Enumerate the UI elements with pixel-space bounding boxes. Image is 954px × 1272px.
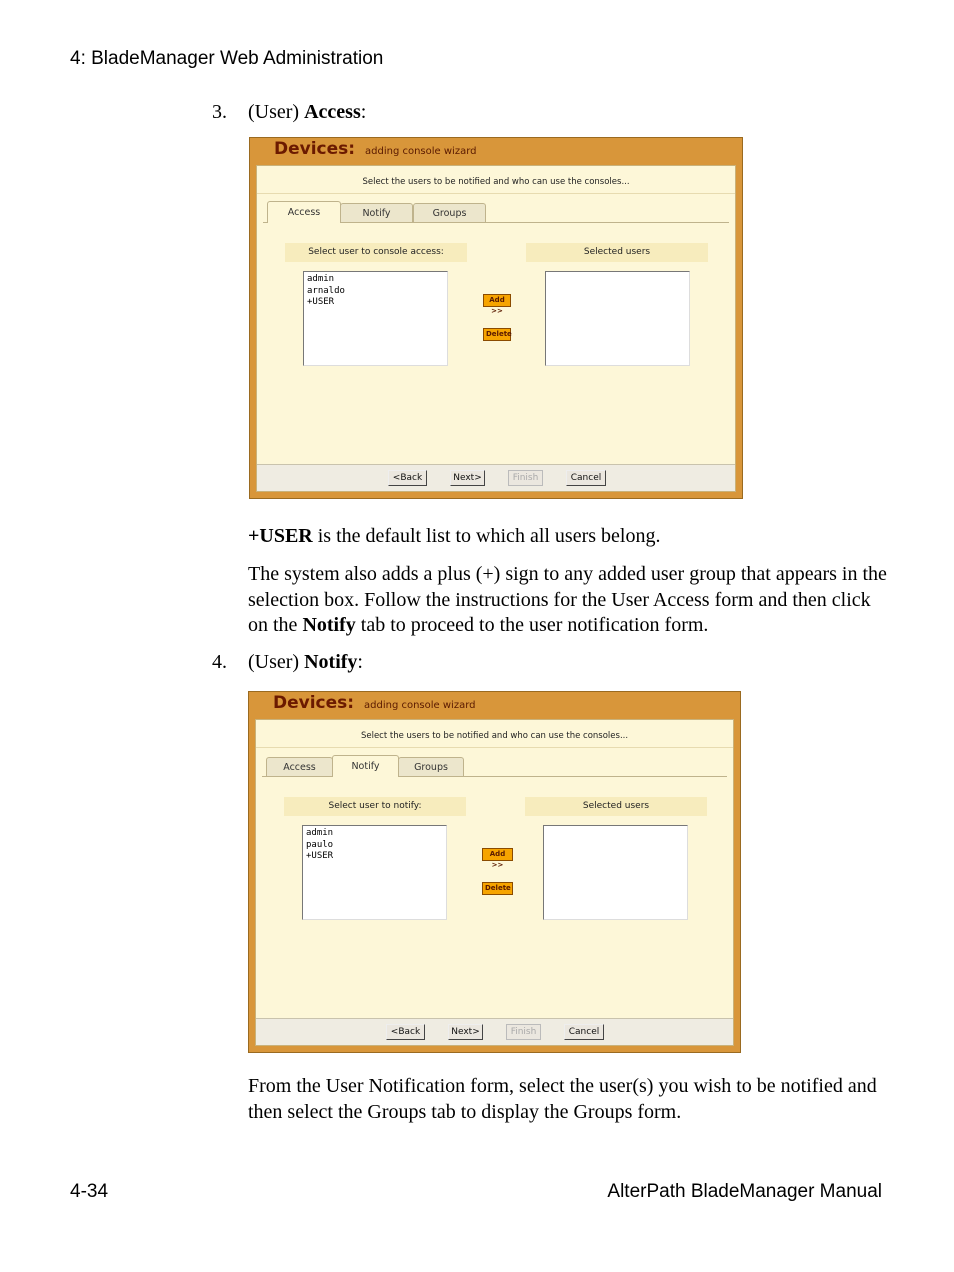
selected-users-header: Selected users — [526, 243, 708, 262]
paragraph-notification-form: From the User Notification form, select the user(s) you wish to be notified and then select the Groups tab to display the Groups form. — [248, 1075, 877, 1123]
step-prefix: (User) — [248, 651, 305, 673]
step-4-heading — [212, 651, 363, 674]
wizard-titlebar — [249, 692, 740, 718]
wizard-instruction: Select the users to be notified and who can use the consoles... — [256, 720, 733, 748]
tab-groups[interactable]: Groups — [413, 203, 486, 222]
list-item[interactable]: paulo — [306, 839, 334, 850]
step-prefix: (User) — [248, 101, 305, 123]
wizard-body — [256, 165, 736, 492]
paragraph-user-default — [248, 524, 888, 550]
wizard-title: Devices: — [273, 693, 355, 713]
available-users-list[interactable] — [303, 271, 448, 366]
wizard-subtitle: adding console wizard — [364, 700, 476, 711]
bold-term: +USER — [248, 525, 313, 547]
list-item[interactable]: +USER — [307, 297, 335, 307]
selected-users-list[interactable] — [545, 271, 690, 366]
tab-access[interactable]: Access — [267, 201, 341, 223]
bold-term: Notify — [302, 614, 356, 636]
wizard-instruction: Select the users to be notified and who can use the consoles... — [257, 166, 735, 194]
tab-access[interactable]: Access — [266, 757, 333, 776]
wizard-nav-bar — [257, 464, 735, 491]
back-button[interactable]: <Back — [388, 470, 427, 486]
tab-notify[interactable]: Notify — [332, 755, 399, 777]
cancel-button[interactable]: Cancel — [566, 470, 606, 486]
cancel-button[interactable]: Cancel — [564, 1024, 604, 1040]
list-item[interactable]: admin — [307, 274, 335, 284]
wizard-nav-bar — [256, 1018, 733, 1045]
paragraph-text: The system also adds a plus (+) sign to any added user group that appears in the selection box. Follow the instructions for the User Access form and then click on the — [248, 563, 887, 636]
tab-groups[interactable]: Groups — [398, 757, 464, 776]
tab-notify[interactable]: Notify — [340, 203, 413, 222]
manual-title: AlterPath BladeManager Manual — [607, 1181, 882, 1202]
wizard-subtitle: adding console wizard — [365, 146, 477, 157]
available-users-list[interactable] — [302, 825, 447, 920]
finish-button[interactable]: Finish — [506, 1024, 541, 1040]
paragraph-text: tab to proceed to the user notification form. — [355, 614, 709, 636]
back-button[interactable]: <Back — [386, 1024, 425, 1040]
wizard-titlebar — [250, 138, 742, 164]
list-item[interactable]: arnaldo — [307, 285, 345, 296]
add-button[interactable]: Add >> — [482, 848, 513, 861]
wizard-title: Devices: — [274, 139, 356, 159]
available-users-header: Select user to console access: — [285, 243, 467, 262]
step-suffix: : — [357, 651, 363, 673]
running-header: 4: BladeManager Web Administration — [70, 48, 384, 69]
step-bold: Notify — [304, 651, 358, 673]
paragraph-plus-sign — [248, 562, 888, 639]
delete-button[interactable]: Delete — [482, 882, 513, 895]
step-number: 4. — [212, 651, 227, 673]
step-suffix: : — [360, 101, 367, 123]
wizard-body — [255, 719, 734, 1046]
list-item[interactable]: admin — [306, 828, 334, 838]
step-3-heading — [212, 101, 366, 124]
notify-wizard-screenshot — [248, 691, 741, 1053]
access-wizard-screenshot — [249, 137, 743, 499]
step-bold: Access — [304, 101, 361, 123]
next-button[interactable]: Next> — [450, 470, 485, 486]
selected-users-list[interactable] — [543, 825, 688, 920]
list-item[interactable]: +USER — [306, 851, 334, 861]
finish-button[interactable]: Finish — [508, 470, 543, 486]
delete-button[interactable]: Delete — [483, 328, 511, 341]
available-users-header: Select user to notify: — [284, 797, 466, 816]
add-button[interactable]: Add >> — [483, 294, 511, 307]
selected-users-header: Selected users — [525, 797, 707, 816]
paragraph-text: is the default list to which all users belong. — [312, 525, 661, 547]
next-button[interactable]: Next> — [448, 1024, 483, 1040]
page-number: 4-34 — [70, 1181, 109, 1202]
step-number: 3. — [212, 101, 227, 123]
